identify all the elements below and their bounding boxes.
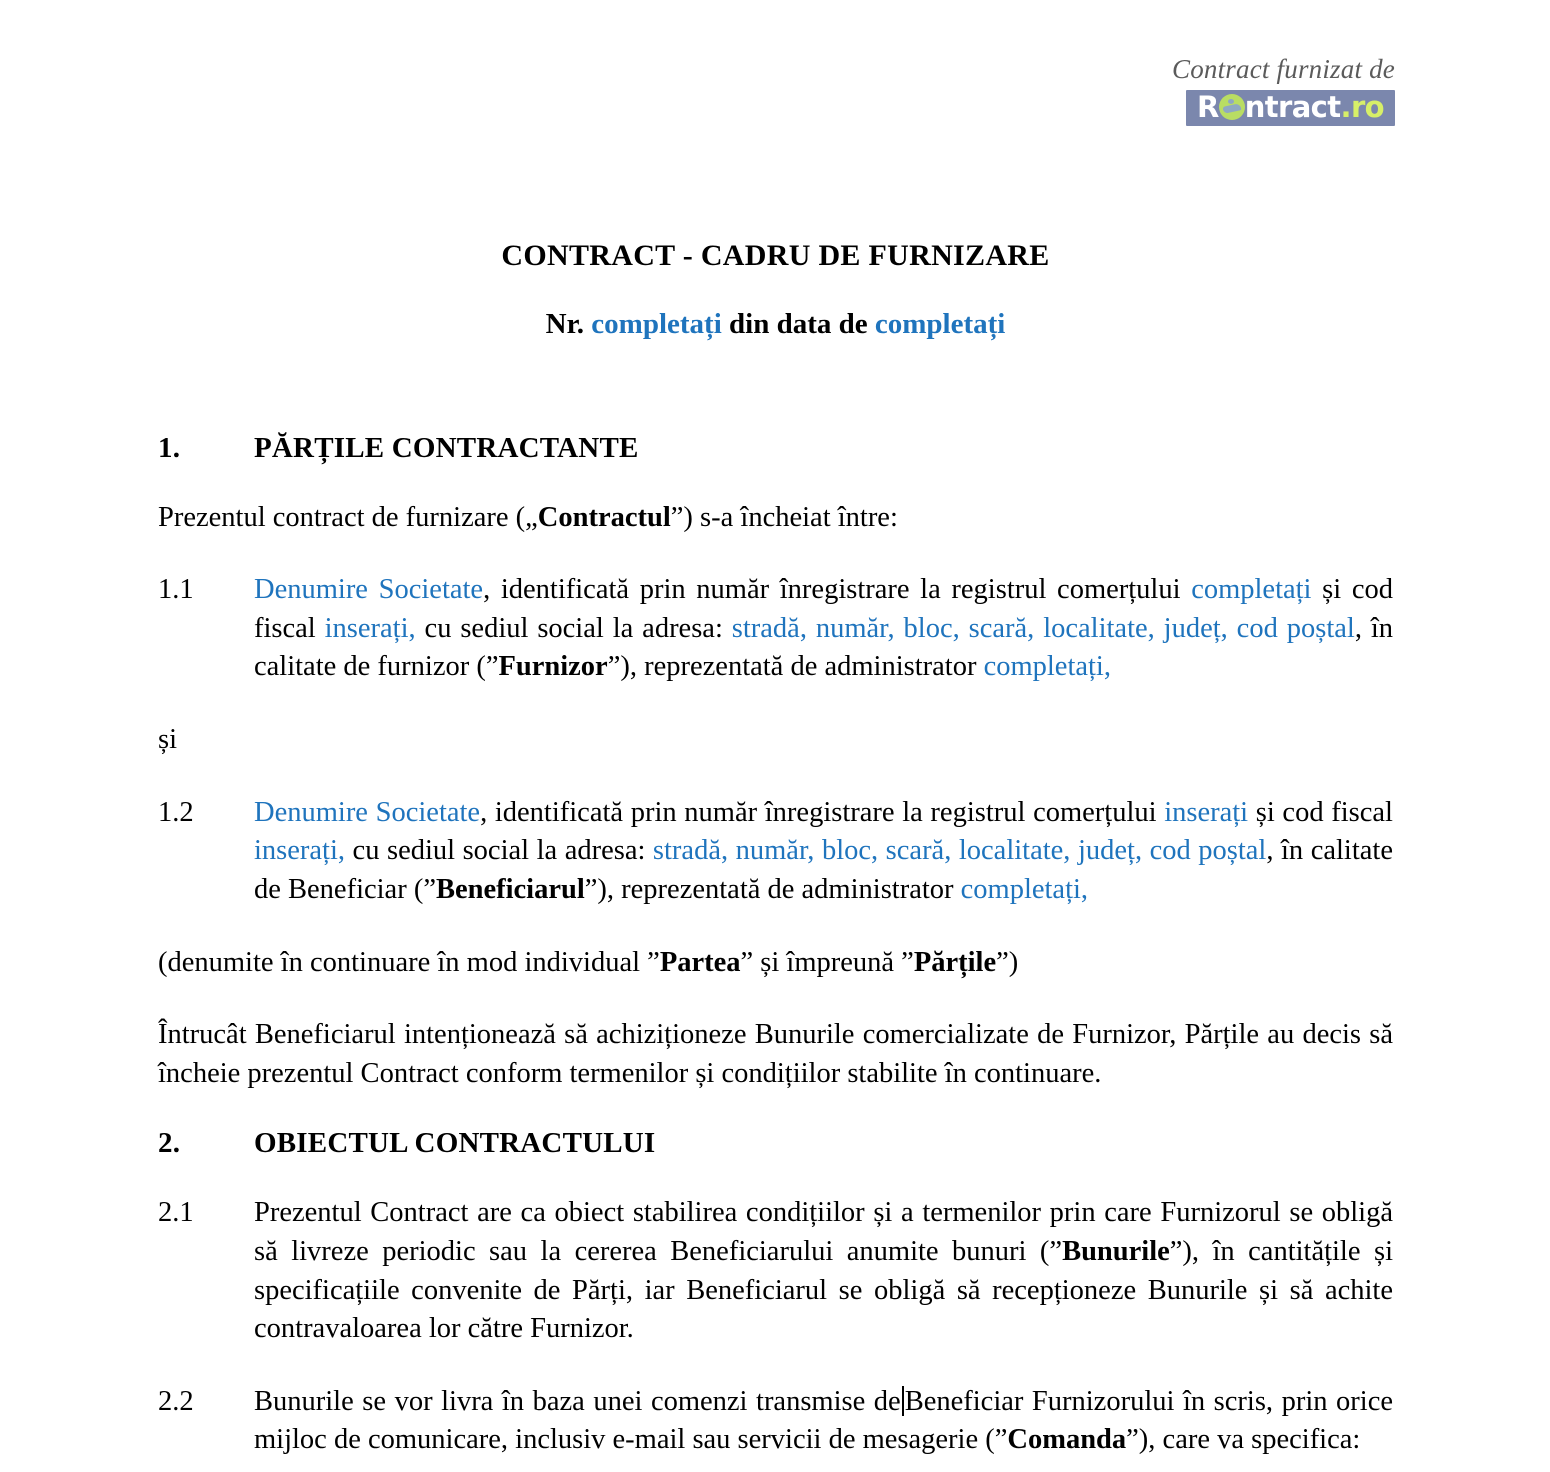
connector-si: și [158, 724, 178, 756]
clause-1-1-text [254, 571, 1393, 687]
clause-1-2 [158, 794, 1393, 910]
clause-1-1-seg-5: cu sediul social la adresa: [415, 612, 732, 644]
clause-2-1-number: 2.1 [158, 1197, 194, 1229]
clause-1-2-seg-9: ”), reprezentată de administrator [584, 873, 961, 905]
provider-branding [1172, 56, 1395, 126]
term-bunurile: Bunurile [1062, 1235, 1170, 1267]
fill-denumire-societate-beneficiar[interactable]: Denumire Societate [254, 796, 481, 828]
recital-paragraph: Întrucât Beneficiarul intenționează să achiziționeze Bunurile comercializate de Furnizor, Părțile au decis să încheie prezentul Contract conform termenilor și condițiilor stabilite în continuare. [158, 1019, 1393, 1089]
clause-1-1-seg-9: ”), reprezentată de administrator [607, 651, 984, 683]
fill-administrator-beneficiar[interactable]: completați, [960, 873, 1089, 905]
clause-2-2-seg-2: Beneficiar Furnizorului în scris, prin orice mijloc de comunicare, inclusiv e-mail sau servicii de mesagerie (” [254, 1385, 1393, 1456]
clause-1-1 [158, 571, 1393, 687]
fill-registru-comert-beneficiar[interactable]: inserați [1164, 796, 1249, 828]
clause-1-2-seg-7: , în calitate de Beneficiar (” [254, 835, 1393, 905]
clause-2-1-seg-2: ”), în cantitățile și specificațiile convenite de Părți, iar Beneficiarul se obligă să recepționeze Bunurile și să achite contravaloarea lor către Furnizor. [254, 1235, 1393, 1345]
fill-adresa-beneficiar[interactable]: stradă, număr, bloc, scară, localitate, județ, cod poștal [652, 835, 1267, 867]
provided-by-label: Contract furnizat de [1171, 54, 1395, 84]
fill-administrator-furnizor[interactable]: completați, [983, 651, 1111, 683]
clause-2-1 [158, 1194, 1393, 1348]
fill-cod-fiscal-furnizor[interactable]: inserați, [324, 612, 416, 644]
fill-registru-comert-furnizor[interactable]: completați [1191, 574, 1312, 606]
clause-1-2-seg-3: și cod fiscal [1248, 796, 1393, 828]
subtitle-nr-label: Nr. [545, 307, 592, 340]
text-cursor-caret [902, 1386, 904, 1416]
clause-2-2 [158, 1383, 1393, 1460]
term-partea: Partea [659, 946, 741, 978]
rontract-logo[interactable] [1186, 90, 1395, 126]
clause-1-2-seg-5: cu sediul social la adresa: [345, 835, 653, 867]
note-text-c: ”) [996, 946, 1019, 978]
section-2-title: OBIECTUL CONTRACTULUI [254, 1127, 656, 1160]
clause-1-1-seg-7: , în calitate de furnizor (” [254, 612, 1394, 683]
subtitle-date-placeholder[interactable]: completați [874, 307, 1006, 340]
clause-2-2-seg-0: Bunurile se vor livra în baza unei comenzi transmise de [254, 1385, 901, 1417]
contract-subtitle [158, 305, 1393, 344]
clause-2-2-seg-4: ”), care va specifica: [1126, 1424, 1361, 1456]
note-text-a: (denumite în continuare în mod individual ” [158, 946, 660, 978]
fill-denumire-societate-furnizor[interactable]: Denumire Societate [254, 574, 484, 606]
logo-tld-text: .ro [1340, 90, 1384, 124]
term-beneficiarul: Beneficiarul [435, 873, 585, 905]
section-1-intro [158, 499, 1393, 538]
clause-1-1-seg-3: și cod fiscal [254, 574, 1393, 644]
globe-handshake-icon [1219, 94, 1245, 120]
clause-1-1-number: 1.1 [158, 574, 194, 606]
clause-2-2-number: 2.2 [158, 1385, 194, 1417]
intro-text-b: ”) s-a încheiat între: [670, 501, 898, 533]
logo-middle-text: ntract [1244, 90, 1341, 124]
intro-text-a: Prezentul contract de furnizare („ [158, 501, 538, 533]
section-heading-2 [158, 1127, 1393, 1160]
term-partile: Părțile [913, 946, 997, 978]
clause-2-1-seg-0: Prezentul Contract are ca obiect stabilirea condițiilor și a termenilor prin care Furnizorul se obligă să livreze periodic sau la cererea Beneficiarului anumite bunuri (” [254, 1197, 1393, 1267]
fill-cod-fiscal-beneficiar[interactable]: inserați, [254, 835, 346, 867]
clause-2-2-text[interactable] [254, 1383, 1393, 1460]
section-1-number: 1. [158, 431, 181, 464]
clause-1-1-seg-1: , identificată prin număr înregistrare la registrul comerțului [483, 574, 1192, 606]
section-heading-1 [158, 432, 1393, 465]
contract-body [158, 236, 1393, 1460]
clause-1-2-seg-1: , identificată prin număr înregistrare la registrul comerțului [480, 796, 1165, 828]
term-furnizor: Furnizor [498, 651, 608, 683]
contract-title: CONTRACT - CADRU DE FURNIZARE [501, 239, 1050, 272]
clause-2-1-text [254, 1194, 1393, 1348]
subtitle-date-label: din data de [721, 307, 875, 340]
fill-adresa-furnizor[interactable]: stradă, număr, bloc, scară, localitate, județ, cod poștal [731, 612, 1355, 644]
clause-1-2-number: 1.2 [158, 796, 194, 828]
parties-definition-note [158, 944, 1393, 983]
note-text-b: ” și împreună ” [740, 946, 914, 978]
logo-letter-r: R [1196, 90, 1219, 124]
term-comanda: Comanda [1007, 1424, 1127, 1456]
clause-1-2-text [254, 794, 1393, 910]
intro-bold-contractul: Contractul [537, 501, 671, 533]
section-1-title: PĂRȚILE CONTRACTANTE [254, 431, 639, 464]
subtitle-number-placeholder[interactable]: completați [591, 307, 722, 340]
section-2-number: 2. [158, 1127, 181, 1160]
